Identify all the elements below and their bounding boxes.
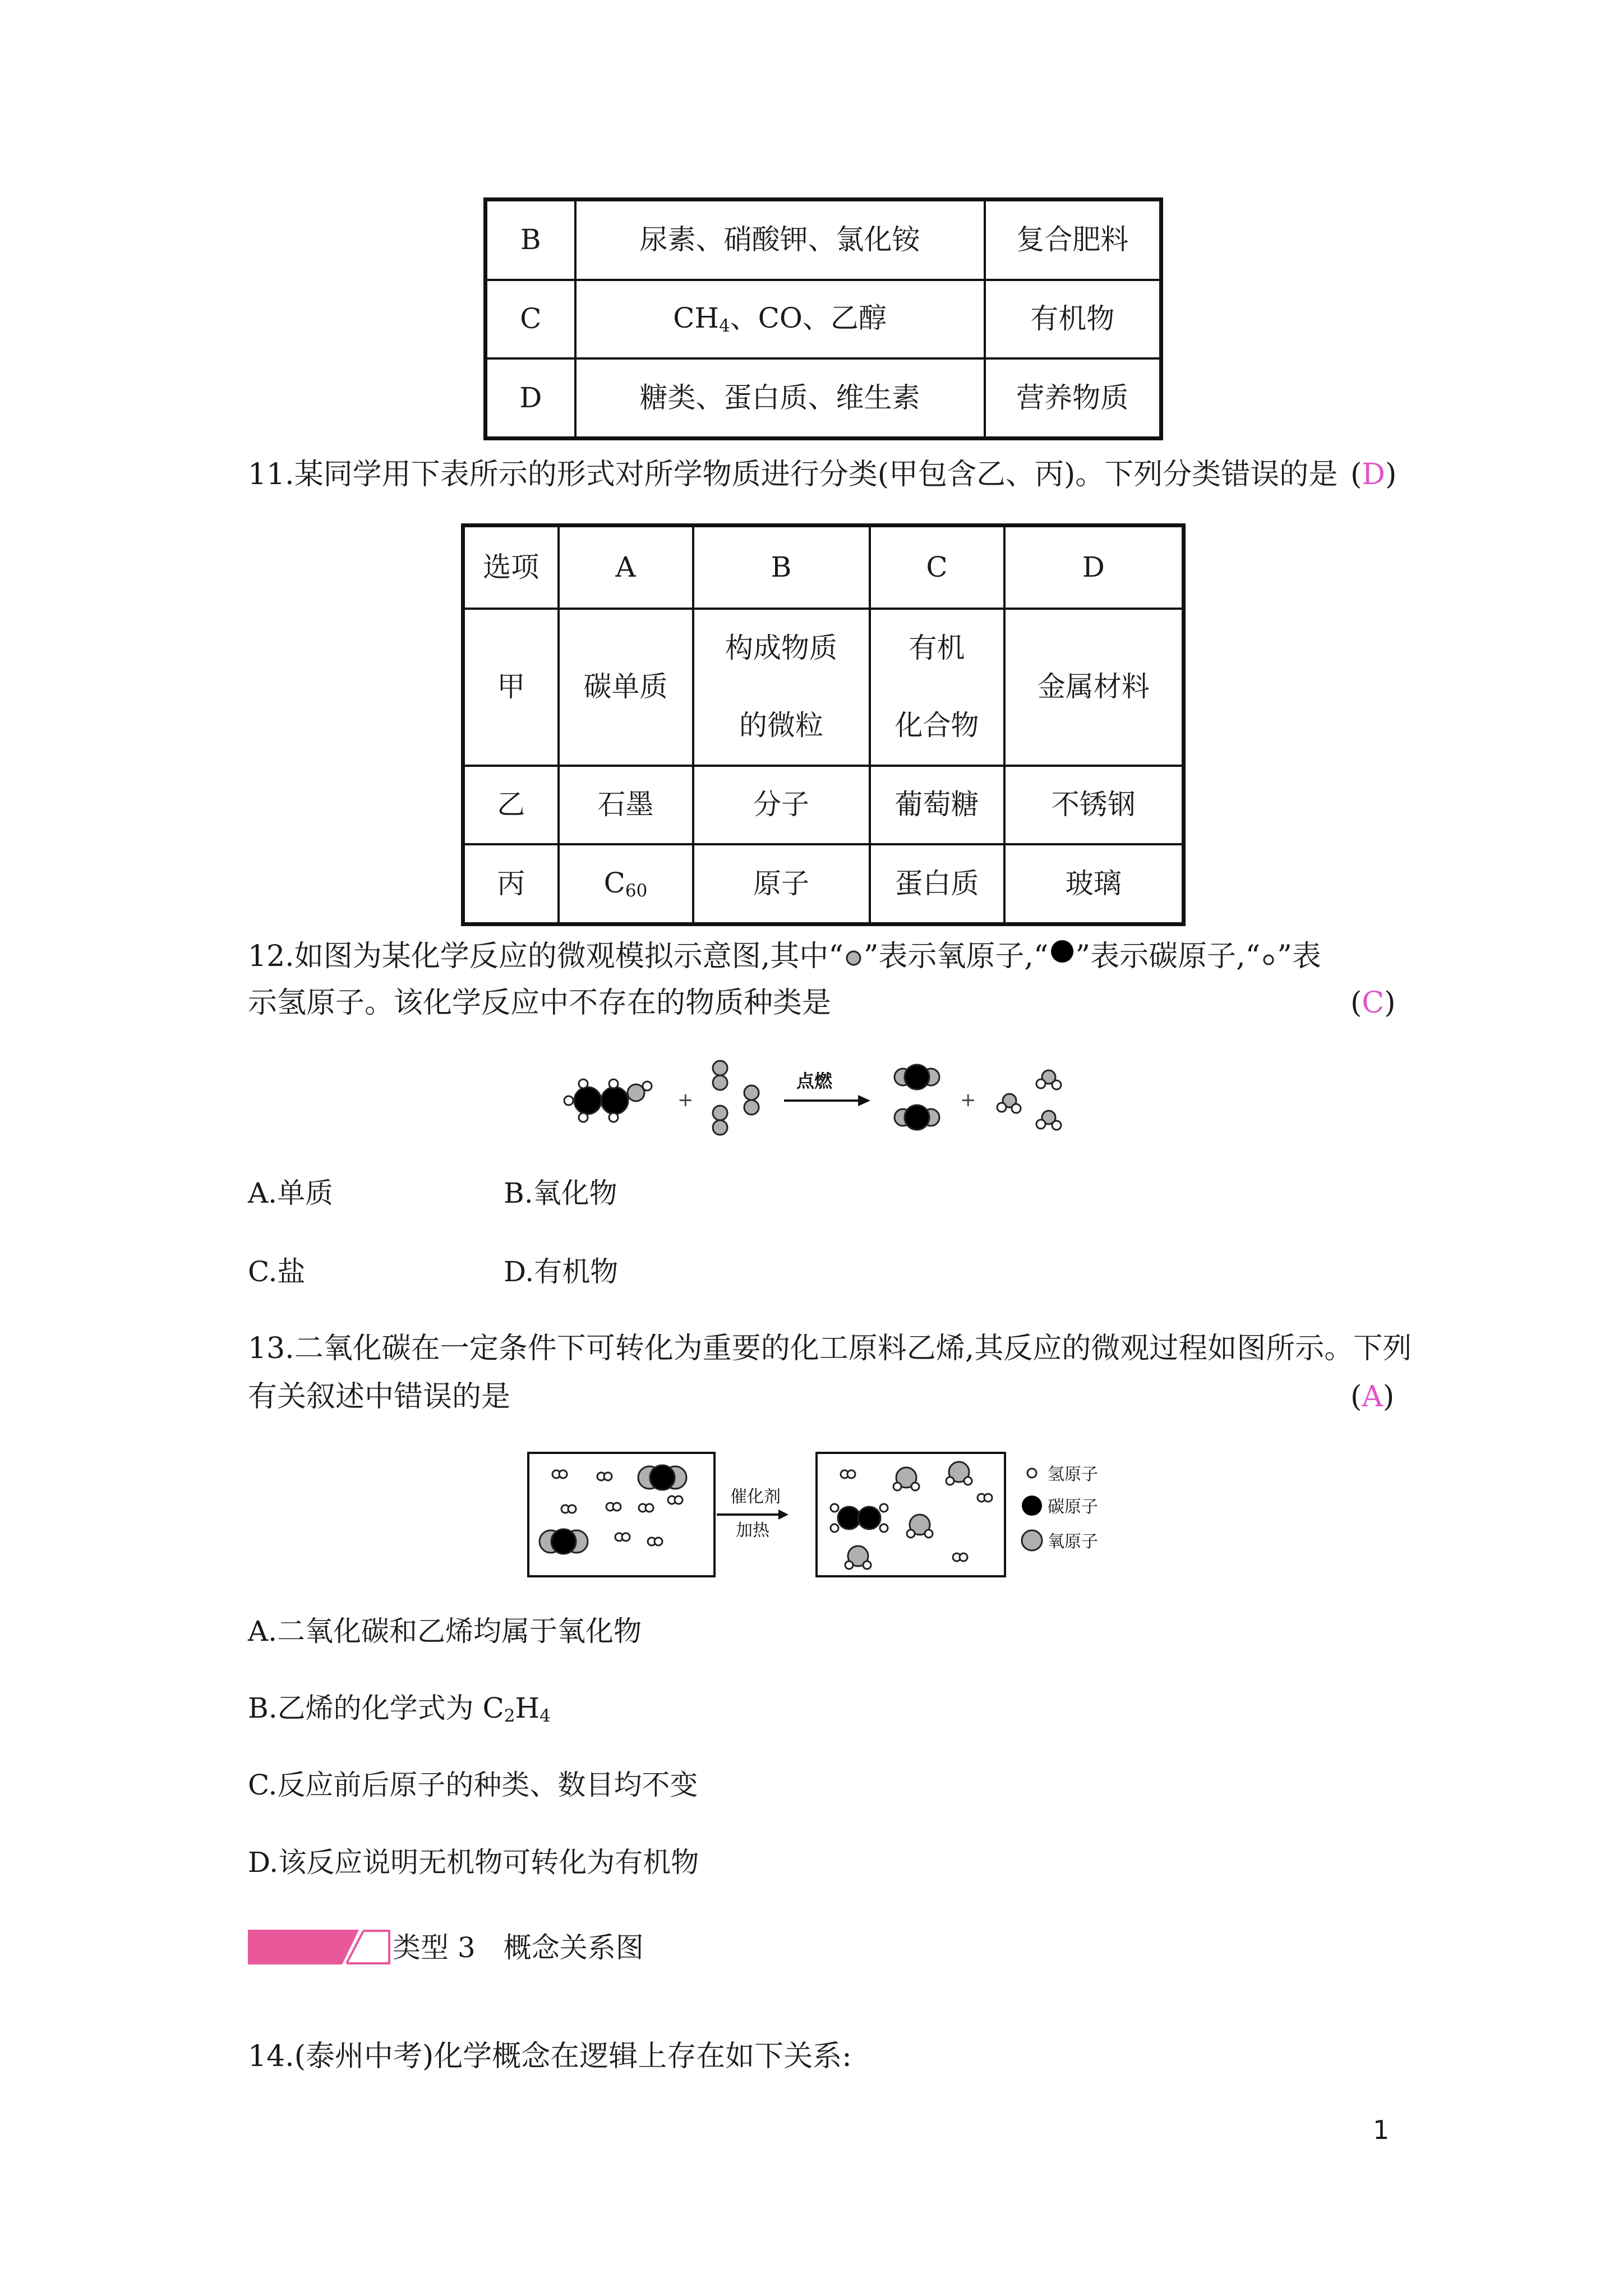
plus-sign: + bbox=[960, 1089, 976, 1111]
oxygen-atom bbox=[744, 1100, 759, 1115]
hydrogen-atom bbox=[1052, 1080, 1061, 1089]
section-tag-icon bbox=[248, 1930, 391, 1964]
question-11-answer: (D) bbox=[1350, 458, 1397, 491]
classification-table-continued bbox=[483, 197, 1163, 440]
hydrogen-atom bbox=[564, 1096, 573, 1105]
carbon-atom bbox=[574, 1087, 601, 1114]
question-12-line-2: 示氢原子。该化学反应中不存在的物质种类是 bbox=[248, 986, 832, 1020]
reaction-diagram-q13 bbox=[527, 1452, 1133, 1581]
carbon-atom-icon bbox=[1022, 1496, 1042, 1516]
atom-legend bbox=[1022, 1465, 1098, 1552]
question-14-text: 14.(泰州中考)化学概念在逻辑上存在如下关系: bbox=[248, 2040, 852, 2073]
table-cell: 原子 bbox=[693, 844, 870, 924]
option-b: B.乙烯的化学式为 $C_2H_4$ bbox=[248, 1692, 551, 1726]
hydrogen-atom bbox=[609, 1113, 618, 1122]
oxygen-atom bbox=[713, 1106, 727, 1120]
table-cell: 有机 化合物 bbox=[870, 609, 1004, 766]
option-b: B.氧化物 bbox=[504, 1177, 617, 1209]
hydrogen-atom-icon bbox=[1027, 1469, 1036, 1478]
table-cell: 石墨 bbox=[559, 766, 693, 844]
oxygen-atom bbox=[628, 1084, 644, 1101]
header-cell: B bbox=[693, 526, 870, 609]
header-cell: C bbox=[870, 526, 1004, 609]
catalyst-arrow bbox=[717, 1487, 789, 1540]
question-13-line-1: 13.二氧化碳在一定条件下可转化为重要的化工原料乙烯,其反应的微观过程如图所示。下列 bbox=[248, 1332, 1412, 1365]
items-cell: 糖类、蛋白质、维生素 bbox=[575, 358, 985, 439]
hydrogen-atom bbox=[1052, 1121, 1061, 1130]
hydrogen-atom bbox=[1036, 1120, 1045, 1129]
row-label: 丙 bbox=[463, 844, 559, 924]
question-12-line-1: 12.如图为某化学反应的微观模拟示意图,其中“ ”表示氧原子,“ ”表示碳原子,“ ”表 bbox=[248, 940, 1321, 973]
table-row bbox=[486, 200, 1161, 280]
table-cell: 分子 bbox=[693, 766, 870, 844]
option-cell: B bbox=[486, 200, 575, 280]
option-cell: C bbox=[486, 280, 575, 358]
oxygen-atom bbox=[744, 1085, 759, 1100]
table-cell: $C_{60}$ bbox=[559, 844, 693, 924]
question-13-answer: (A) bbox=[1350, 1380, 1395, 1414]
legend-oxygen: 氧原子 bbox=[1048, 1532, 1098, 1552]
oxygen-atom bbox=[713, 1075, 727, 1090]
option-a: A.二氧化碳和乙烯均属于氧化物 bbox=[248, 1615, 642, 1648]
row-label: 乙 bbox=[463, 766, 559, 844]
table-cell: 玻璃 bbox=[1004, 844, 1184, 924]
page-number: 1 bbox=[1373, 2115, 1390, 2145]
table-row bbox=[463, 609, 1184, 766]
table-cell: 蛋白质 bbox=[870, 844, 1004, 924]
option-d: D.有机物 bbox=[504, 1255, 619, 1288]
hydrogen-atom bbox=[1036, 1079, 1045, 1088]
items-cell: $CH_4$、CO、乙醇 bbox=[575, 280, 985, 358]
question-12-answer: (C) bbox=[1350, 986, 1396, 1020]
header-cell: A bbox=[559, 526, 693, 609]
option-cell: D bbox=[486, 358, 575, 439]
option-c: C.盐 bbox=[248, 1255, 306, 1288]
category-cell: 营养物质 bbox=[985, 358, 1161, 439]
hydrogen-atom bbox=[997, 1103, 1006, 1112]
table-cell: 葡萄糖 bbox=[870, 766, 1004, 844]
header-cell: D bbox=[1004, 526, 1184, 609]
hydrogen-atom bbox=[579, 1079, 588, 1088]
oxygen-atom bbox=[713, 1061, 727, 1075]
table-row bbox=[486, 358, 1161, 439]
table-row bbox=[463, 844, 1184, 924]
row-label: 甲 bbox=[463, 609, 559, 766]
items-cell: 尿素、硝酸钾、氯化铵 bbox=[575, 200, 985, 280]
answer-mark: A bbox=[1362, 1380, 1383, 1414]
table-row bbox=[486, 280, 1161, 358]
question-13-line-2: 有关叙述中错误的是 bbox=[248, 1380, 511, 1414]
carbon-atom bbox=[601, 1087, 628, 1114]
legend-hydrogen: 氢原子 bbox=[1048, 1465, 1098, 1484]
answer-mark: D bbox=[1362, 458, 1385, 491]
reaction-arrow bbox=[784, 1070, 870, 1106]
legend-carbon: 碳原子 bbox=[1048, 1497, 1098, 1517]
category-cell: 复合肥料 bbox=[985, 200, 1161, 280]
category-cell: 有机物 bbox=[985, 280, 1161, 358]
table-header-row bbox=[463, 526, 1184, 609]
table-cell: 金属材料 bbox=[1004, 609, 1184, 766]
option-d: D.该反应说明无机物可转化为有机物 bbox=[248, 1846, 699, 1879]
question-11-text: 11.某同学用下表所示的形式对所学物质进行分类(甲包含乙、丙)。下列分类错误的是 bbox=[248, 458, 1338, 491]
hydrogen-atom-icon bbox=[1260, 951, 1277, 968]
section-title: 类型 3 概念关系图 bbox=[393, 1931, 644, 1964]
carbon-atom-icon bbox=[1049, 940, 1076, 967]
option-c: C.反应前后原子的种类、数目均不变 bbox=[248, 1769, 698, 1801]
table-cell: 构成物质 的微粒 bbox=[693, 609, 870, 766]
table-cell: 不锈钢 bbox=[1004, 766, 1184, 844]
oxygen-atom bbox=[713, 1120, 727, 1135]
oxygen-atom-icon bbox=[1022, 1530, 1042, 1550]
table-row bbox=[463, 766, 1184, 844]
classification-table-q11 bbox=[461, 523, 1186, 926]
option-a: A.单质 bbox=[248, 1177, 334, 1209]
hydrogen-atom bbox=[1012, 1104, 1021, 1113]
table-cell: 碳单质 bbox=[559, 609, 693, 766]
hydrogen-atom bbox=[579, 1113, 588, 1122]
carbon-atom bbox=[905, 1105, 929, 1130]
answer-mark: C bbox=[1362, 986, 1385, 1020]
carbon-atom bbox=[905, 1065, 929, 1089]
header-cell: 选项 bbox=[463, 526, 559, 609]
hydrogen-atom bbox=[643, 1082, 652, 1091]
heating-label: 加热 bbox=[736, 1521, 769, 1540]
arrow-label: 点燃 bbox=[796, 1070, 833, 1092]
reaction-diagram-q12 bbox=[561, 1055, 1077, 1150]
hydrogen-atom bbox=[609, 1079, 618, 1088]
catalyst-label: 催化剂 bbox=[730, 1487, 781, 1507]
oxygen-atom-icon bbox=[843, 948, 864, 968]
plus-sign: + bbox=[677, 1089, 694, 1111]
